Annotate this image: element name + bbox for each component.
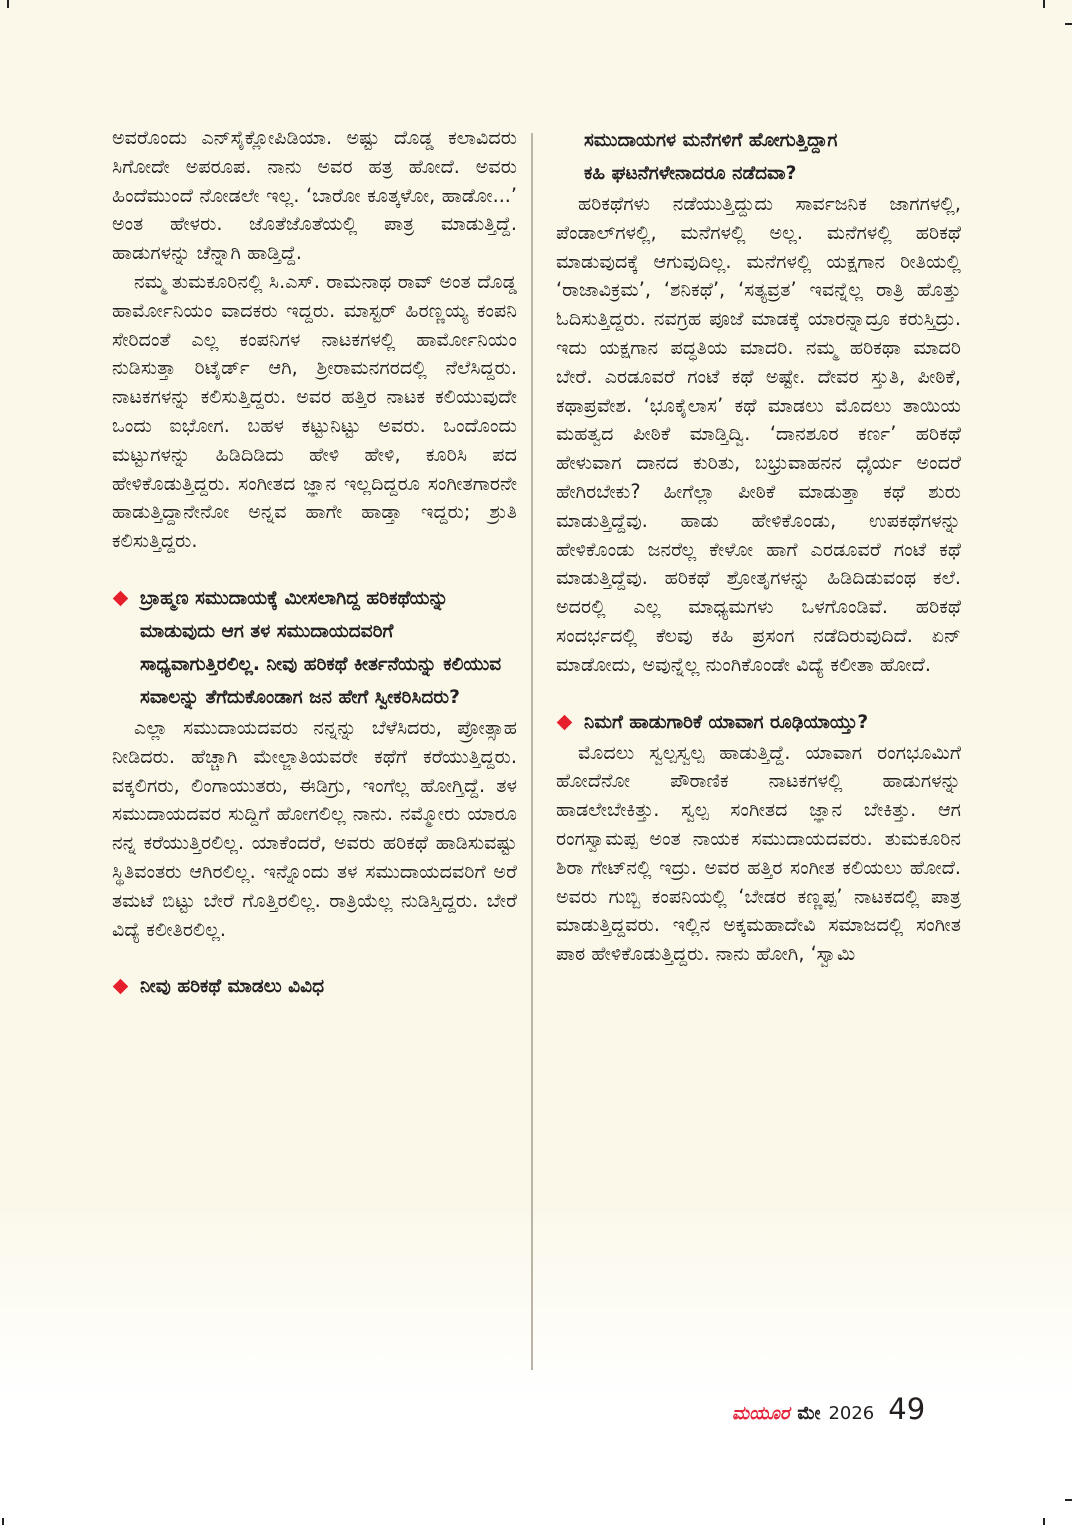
left-column: [112, 124, 517, 1003]
crop-mark-right-upper: [1065, 23, 1072, 25]
interview-question: [556, 706, 961, 739]
magazine-name: ಮಯೂರ: [732, 1403, 790, 1424]
issue-month: ಮೇ: [797, 1403, 821, 1424]
interview-question: [112, 970, 517, 1003]
paragraph: ಮೊದಲು ಸ್ವಲ್ಪಸ್ವಲ್ಪ ಹಾಡುತ್ತಿದ್ದೆ. ಯಾವಾಗ ರಂಗಭೂಮಿಗೆ ಹೋದೆನೋ ಪೌರಾಣಿಕ ನಾಟಕಗಳಲ್ಲಿ ಹಾಡುಗಳನ್ನು ಹಾಡಲೇಬೇಕಿತ್ತು. ಸ್ವಲ್ಪ ಸಂಗೀತದ ಜ್ಞಾನ ಬೇಕಿತ್ತು. ಆಗ ರಂಗಸ್ವಾಮಪ್ಪ ಅಂತ ನಾಯಕ ಸಮುದಾಯದವರು. ತುಮಕೂರಿನ ಶಿರಾ ಗೇಟ್‌ನಲ್ಲಿ ಇದ್ರು. ಅವರ ಹತ್ತಿರ ಸಂಗೀತ ಕಲಿಯಲು ಹೋದೆ. ಅವರು ಗುಬ್ಬಿ ಕಂಪನಿಯಲ್ಲಿ ‘ಬೇಡರ ಕಣ್ಣಪ್ಪ’ ನಾಟಕದಲ್ಲಿ ಪಾತ್ರ ಮಾಡುತ್ತಿದ್ದವರು. ಇಲ್ಲಿನ ಅಕ್ಕಮಹಾದೇವಿ ಸಮಾಜದಲ್ಲಿ ಸಂಗೀತ ಪಾಠ ಹೇಳಿಕೊಡುತ್ತಿದ್ದರು. ನಾನು ಹೋಗಿ, ‘ಸ್ವಾಮಿ: [556, 740, 961, 966]
paragraph: ಹರಿಕಥೆಗಳು ನಡೆಯುತ್ತಿದ್ದುದು ಸಾರ್ವಜನಿಕ ಜಾಗಗಳಲ್ಲಿ, ಪೆಂಡಾಲ್‌ಗಳಲ್ಲಿ, ಮನೆಗಳಲ್ಲಿ ಅಲ್ಲ. ಮನೆಗಳಲ್ಲಿ ಹರಿಕಥೆ ಮಾಡುವುದಕ್ಕೆ ಆಗುವುದಿಲ್ಲ. ಮನೆಗಳಲ್ಲಿ ಯಕ್ಷಗಾನ ರೀತಿಯಲ್ಲಿ ‘ರಾಜಾವಿಕ್ರಮ’, ‘ಶನಿಕಥೆ’, ‘ಸತ್ಯವ್ರತ’ ಇವನ್ನೆಲ್ಲ ರಾತ್ರಿ ಹೊತ್ತು ಓದಿಸುತ್ತಿದ್ದರು. ನವಗ್ರಹ ಪೂಜೆ ಮಾಡಕ್ಕೆ ಯಾರನ್ನಾದ್ರೂ ಕರುಸ್ತಿದ್ರು. ಇದು ಯಕ್ಷಗಾನ ಪದ್ಧತಿಯ ಮಾದರಿ. ನಮ್ಮ ಹರಿಕಥಾ ಮಾದರಿ ಬೇರೆ. ಎರಡೂವರೆ ಗಂಟೆ ಕಥೆ ಅಷ್ಟೇ. ದೇವರ ಸ್ತುತಿ, ಪೀಠಿಕೆ, ಕಥಾಪ್ರವೇಶ. ‘ಭೂಕೈಲಾಸ’ ಕಥೆ ಮಾಡಲು ಮೊದಲು ತಾಯಿಯ ಮಹತ್ವದ ಪೀಠಿಕೆ ಮಾಡ್ತಿದ್ವಿ. ‘ದಾನಶೂರ ಕರ್ಣ’ ಹರಿಕಥೆ ಹೇಳುವಾಗ ದಾನದ ಕುರಿತು, ಬಭ್ರುವಾಹನನ ಧೈರ್ಯ ಅಂದರೆ ಹೇಗಿರಬೇಕು? ಹೀಗೆಲ್ಲಾ ಪೀಠಿಕೆ ಮಾಡುತ್ತಾ ಕಥೆ ಶುರು ಮಾಡುತ್ತಿದ್ದೆವು. ಹಾಡು ಹೇಳಿಕೊಂಡು, ಉಪಕಥೆಗಳನ್ನು ಹೇಳಿಕೊಂಡು ಜನರೆಲ್ಲ ಕೇಳೋ ಹಾಗೆ ಎರಡೂವರೆ ಗಂಟೆ ಕಥೆ ಮಾಡುತ್ತಿದ್ದೆವು. ಹರಿಕಥೆ ಶ್ರೋತೃಗಳನ್ನು ಹಿಡಿದಿಡುವಂಥ ಕಲೆ. ಅದರಲ್ಲಿ ಎಲ್ಲ ಮಾಧ್ಯಮಗಳು ಒಳಗೊಂಡಿವೆ. ಹರಿಕಥೆ ಸಂದರ್ಭದಲ್ಲಿ ಕೆಲವು ಕಹಿ ಪ್ರಸಂಗ ನಡೆದಿರುವುದಿದೆ. ಏನ್ ಮಾಡೋದು, ಅವುನ್ನೆಲ್ಲ ನುಂಗಿಕೊಂಡೇ ವಿದ್ಯೆ ಕಲೀತಾ ಹೋದೆ.: [556, 192, 961, 676]
issue-year: 2026: [828, 1403, 875, 1424]
crop-mark-bottom-left: [2, 1518, 4, 1525]
red-diamond-bullet-icon: [557, 714, 573, 730]
paragraph: ಎಲ್ಲಾ ಸಮುದಾಯದವರು ನನ್ನನ್ನು ಬೆಳೆಸಿದರು, ಪ್ರೋತ್ಸಾಹ ನೀಡಿದರು. ಹೆಚ್ಚಾಗಿ ಮೇಲ್ಜಾತಿಯವರೇ ಕಥೆಗೆ ಕರೆಯುತ್ತಿದ್ದರು. ವಕ್ಕಲಿಗರು, ಲಿಂಗಾಯುತರು, ಈಡಿಗ್ರು, ಇಂಗೆಲ್ಲ ಹೋಗ್ತಿದ್ದೆ. ತಳ ಸಮುದಾಯದವರ ಸುದ್ದಿಗೆ ಹೋಗಲಿಲ್ಲ ನಾನು. ನಮ್ಮೋರು ಯಾರೂ ನನ್ನ ಕರೆಯುತ್ತಿರಲಿಲ್ಲ. ಯಾಕೆಂದರೆ, ಅವರು ಹರಿಕಥೆ ಹಾಡಿಸುವಷ್ಟು ಸ್ಥಿತಿವಂತರು ಆಗಿರಲಿಲ್ಲ. ಇನ್ನೊಂದು ತಳ ಸಮುದಾಯದವರಿಗೆ ಅರೆ ತಮಟೆ ಬಿಟ್ಟು ಬೇರೆ ಗೊತ್ತಿರಲಿಲ್ಲ. ರಾತ್ರಿಯೆಲ್ಲ ನುಡಿಸ್ತಿದ್ದರು. ಬೇರೆ ವಿದ್ಯೆ ಕಲೀತಿರಲಿಲ್ಲ.: [112, 715, 517, 941]
question-text: ಸಮುದಾಯಗಳ ಮನೆಗಳಿಗೆ ಹೋಗುತ್ತಿದ್ದಾಗ: [584, 130, 838, 151]
column-divider: [531, 133, 533, 1370]
right-column: [556, 124, 961, 969]
crop-mark-top-right: [1043, 0, 1045, 8]
question-text: ನೀವು ಹರಿಕಥೆ ಮಾಡಲು ವಿವಿಧ: [140, 976, 325, 998]
red-diamond-bullet-icon: [113, 591, 129, 607]
question-text: ನಿಮಗೆ ಹಾಡುಗಾರಿಕೆ ಯಾವಾಗ ರೂಢಿಯಾಯ್ತು?: [584, 711, 869, 733]
paragraph: ನಮ್ಮ ತುಮಕೂರಿನಲ್ಲಿ ಸಿ.ಎಸ್. ರಾಮನಾಥ ರಾವ್ ಅಂತ ದೊಡ್ಡ ಹಾರ್ಮೋನಿಯಂ ವಾದಕರು ಇದ್ದರು. ಮಾಸ್ಟರ್ ಹಿರಣ್ಣಯ್ಯ ಕಂಪನಿ ಸೇರಿದಂತೆ ಎಲ್ಲ ಕಂಪನಿಗಳ ನಾಟಕಗಳಲ್ಲಿ ಹಾರ್ಮೋನಿಯಂ ನುಡಿಸುತ್ತಾ ರಿಟೈರ್ಡ್ ಆಗಿ, ಶ್ರೀರಾಮನಗರದಲ್ಲಿ ನೆಲೆಸಿದ್ದರು. ನಾಟಕಗಳನ್ನು ಕಲಿಸುತ್ತಿದ್ದರು. ಅವರ ಹತ್ತಿರ ನಾಟಕ ಕಲಿಯುವುದೇ ಒಂದು ಐಭೋಗ. ಬಹಳ ಕಟ್ಟುನಿಟ್ಟು ಅವರು. ಒಂದೊಂದು ಮಟ್ಟುಗಳನ್ನು ಹಿಡಿದಿಡಿದು ಹೇಳಿ ಹೇಳಿ, ಕೂರಿಸಿ ಪದ ಹೇಳಿಕೊಡುತ್ತಿದ್ದರು. ಸಂಗೀತದ ಜ್ಞಾನ ಇಲ್ಲದಿದ್ದರೂ ಸಂಗೀತಗಾರನೇ ಹಾಡುತ್ತಿದ್ದಾನೇನೋ ಅನ್ನವ ಹಾಗೇ ಹಾಡ್ತಾ ಇದ್ದರು; ಶ್ರುತಿ ಕಲಿಸುತ್ತಿದ್ದರು.: [112, 269, 517, 553]
interview-question: [112, 582, 517, 714]
crop-mark-bottom-right: [1043, 1518, 1045, 1525]
crop-mark-right-lower: [1065, 1499, 1072, 1501]
interview-question-continued: [556, 124, 961, 190]
red-diamond-bullet-icon: [113, 979, 129, 995]
question-text: ಕಹಿ ಘಟನೆಗಳೇನಾದರೂ ನಡೆದವಾ?: [584, 163, 797, 184]
question-text: ಬ್ರಾಹ್ಮಣ ಸಮುದಾಯಕ್ಕೆ ಮೀಸಲಾಗಿದ್ದ ಹರಿಕಥೆಯನ್ನು ಮಾಡುವುದು ಆಗ ತಳ ಸಮುದಾಯದವರಿಗೆ ಸಾಧ್ಯವಾಗುತ್ತಿರಲಿಲ್ಲ. ನೀವು ಹರಿಕಥೆ ಕೀರ್ತನೆಯನ್ನು ಕಲಿಯುವ ಸವಾಲನ್ನು ತೆಗೆದುಕೊಂಡಾಗ ಜನ ಹೇಗೆ ಸ್ವೀಕರಿಸಿದರು?: [140, 587, 502, 708]
paragraph: ಅವರೊಂದು ಎನ್‌ಸೈಕ್ಲೋಪಿಡಿಯಾ. ಅಷ್ಟು ದೊಡ್ಡ ಕಲಾವಿದರು ಸಿಗೋದೇ ಅಪರೂಪ. ನಾನು ಅವರ ಹತ್ರ ಹೋದೆ. ಅವರು ಹಿಂದೆಮುಂದೆ ನೋಡಲೇ ಇಲ್ಲ. ‘ಬಾರೋ ಕೂತ್ಕಳೋ, ಹಾಡೋ...’ ಅಂತ ಹೇಳರು. ಜೊತೆಜೊತೆಯಲ್ಲಿ ಪಾತ್ರ ಮಾಡುತ್ತಿದ್ದೆ. ಹಾಡುಗಳನ್ನು ಚೆನ್ನಾಗಿ ಹಾಡ್ತಿದ್ದೆ.: [112, 126, 517, 265]
page-footer: [732, 1392, 925, 1428]
page-number: 49: [888, 1392, 926, 1426]
crop-mark-top-left: [7, 0, 9, 8]
